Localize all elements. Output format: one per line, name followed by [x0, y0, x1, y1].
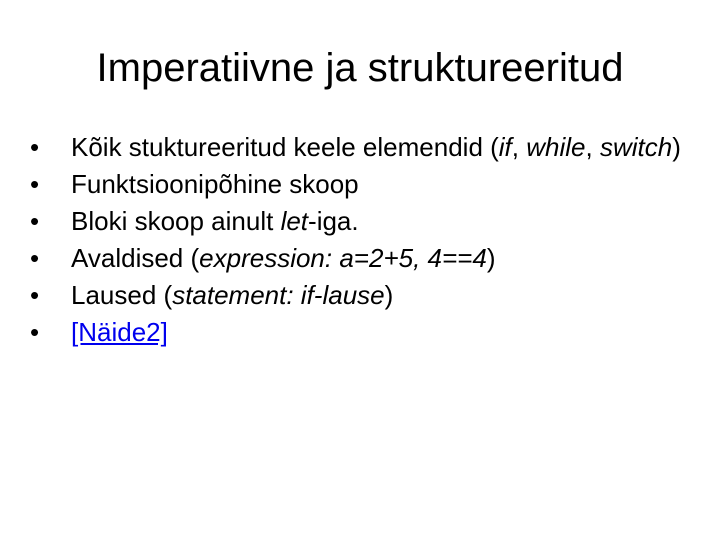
bullet-text-italic: statement: if-lause — [172, 280, 385, 310]
example-link[interactable] — [71, 317, 168, 347]
bullet-text-italic: switch — [599, 132, 673, 162]
bullet-text: Avaldised ( — [71, 243, 200, 273]
bullet-item — [30, 132, 690, 163]
bullet-text: Kõik stuktureeritud keele elemendid ( — [71, 132, 499, 162]
bullet-item — [30, 169, 690, 200]
bullet-text-italic: while — [526, 132, 586, 162]
bullet-text: Laused ( — [71, 280, 173, 310]
bullet-list — [30, 132, 690, 354]
bullet-text: Funktsioonipõhine skoop — [71, 169, 359, 199]
bullet-text: , — [511, 132, 527, 162]
bullet-item — [30, 280, 690, 311]
bullet-item — [30, 243, 690, 274]
bullet-text: , — [585, 132, 600, 162]
bullet-text-italic: if — [498, 132, 512, 162]
bullet-dot-icon: • — [30, 243, 40, 273]
bullet-text: -iga. — [308, 206, 359, 236]
bullet-text-italic: expression: a=2+5, 4==4 — [199, 243, 487, 273]
bullet-text: [Näide2] — [71, 317, 168, 347]
bullet-dot-icon: • — [30, 132, 40, 162]
bullet-dot-icon: • — [30, 206, 40, 236]
bullet-dot-icon: • — [30, 317, 40, 347]
bullet-item — [30, 206, 690, 237]
bullet-text: ) — [672, 132, 681, 162]
bullet-text: ) — [486, 243, 496, 273]
bullet-item-link — [30, 317, 690, 348]
bullet-text: ) — [384, 280, 394, 310]
slide-title: Imperatiivne ja struktureeritud — [96, 46, 624, 90]
bullet-text: Bloki skoop ainult — [71, 206, 281, 236]
bullet-text-italic: let — [280, 206, 309, 236]
bullet-dot-icon: • — [30, 169, 40, 199]
bullet-dot-icon: • — [30, 280, 40, 310]
